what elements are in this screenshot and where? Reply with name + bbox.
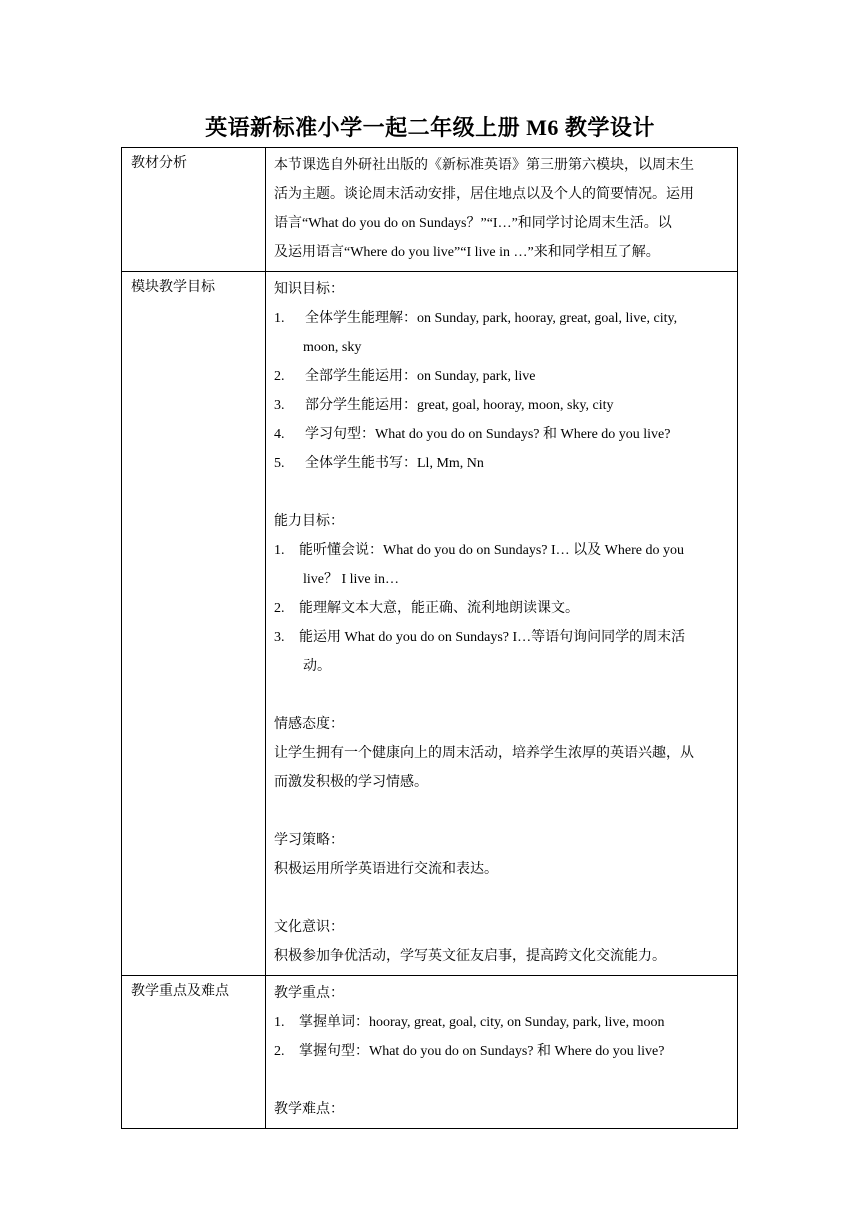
list-text: 全体学生能书写：Ll, Mm, Nn bbox=[305, 456, 484, 471]
list-item bbox=[274, 391, 730, 420]
list-item bbox=[274, 594, 730, 623]
list-text: 全部学生能运用：on Sunday, park, live bbox=[305, 369, 536, 384]
list-number: 1. bbox=[274, 1015, 285, 1030]
list-number: 3. bbox=[274, 630, 285, 645]
list-continuation: moon, sky bbox=[303, 340, 362, 355]
list-text: 能理解文本大意，能正确、流利地朗读课文。 bbox=[299, 601, 579, 616]
list-number: 1. bbox=[274, 543, 285, 558]
row-label-analysis bbox=[122, 148, 266, 272]
emotion-heading: 情感态度： bbox=[274, 717, 344, 732]
row-label-text: 教材分析 bbox=[131, 156, 187, 171]
list-item bbox=[274, 536, 730, 565]
list-number: 2. bbox=[274, 1044, 285, 1059]
analysis-line: 本节课选自外研社出版的《新标准英语》第三册第六模块，以周末生 bbox=[274, 158, 694, 173]
row-label-goals bbox=[122, 272, 266, 976]
row-label-text: 教学重点及难点 bbox=[131, 984, 229, 999]
page-title: 英语新标准小学一起二年级上册 M6 教学设计 bbox=[205, 115, 655, 140]
table-row-analysis bbox=[122, 148, 738, 272]
list-item bbox=[274, 623, 730, 652]
list-text: 掌握句型：What do you do on Sundays? 和 Where do you live? bbox=[299, 1044, 665, 1059]
keypoints-content bbox=[266, 976, 738, 1129]
list-text: 掌握单词：hooray, great, goal, city, on Sunday, park, live, moon bbox=[299, 1015, 665, 1030]
list-text: 能运用 What do you do on Sundays? I…等语句询问同学的周末活 bbox=[299, 630, 686, 645]
analysis-line: 语言“What do you do on Sundays？”“I…”和同学讨论周末生活。以 bbox=[274, 216, 672, 231]
list-text: 学习句型：What do you do on Sundays? 和 Where do you live? bbox=[305, 427, 671, 442]
blank-line bbox=[274, 1066, 730, 1095]
blank-line bbox=[274, 681, 730, 710]
list-item bbox=[274, 1037, 730, 1066]
emotion-line: 让学生拥有一个健康向上的周末活动，培养学生浓厚的英语兴趣，从 bbox=[274, 746, 694, 761]
list-item bbox=[274, 304, 730, 333]
strategy-heading: 学习策略： bbox=[274, 833, 344, 848]
emotion-line: 而激发积极的学习情感。 bbox=[274, 775, 428, 790]
list-number: 2. bbox=[274, 369, 285, 384]
table-row-keypoints bbox=[122, 976, 738, 1129]
ability-heading: 能力目标： bbox=[274, 514, 344, 529]
list-text: 能听懂会说：What do you do on Sundays? I… 以及 Where do you bbox=[299, 543, 684, 558]
strategy-line: 积极运用所学英语进行交流和表达。 bbox=[274, 862, 498, 877]
table-row-goals bbox=[122, 272, 738, 976]
list-item bbox=[274, 420, 730, 449]
culture-line: 积极参加争优活动，学写英文征友启事，提高跨文化交流能力。 bbox=[274, 949, 666, 964]
list-number: 4. bbox=[274, 427, 285, 442]
list-text: 部分学生能运用：great, goal, hooray, moon, sky, city bbox=[305, 398, 614, 413]
row-label-keypoints bbox=[122, 976, 266, 1129]
analysis-content bbox=[266, 148, 738, 272]
goals-content bbox=[266, 272, 738, 976]
list-item bbox=[274, 362, 730, 391]
list-number: 2. bbox=[274, 601, 285, 616]
list-number: 1. bbox=[274, 311, 285, 326]
list-continuation: 动。 bbox=[303, 659, 331, 674]
list-item bbox=[274, 449, 730, 478]
focus-heading: 教学重点： bbox=[274, 986, 344, 1001]
blank-line bbox=[274, 478, 730, 507]
difficulty-heading: 教学难点： bbox=[274, 1102, 344, 1117]
culture-heading: 文化意识： bbox=[274, 920, 344, 935]
lesson-plan-table bbox=[121, 147, 738, 1129]
analysis-line: 活为主题。谈论周末活动安排，居住地点以及个人的简要情况。运用 bbox=[274, 187, 694, 202]
knowledge-heading: 知识目标： bbox=[274, 282, 344, 297]
list-item bbox=[274, 1008, 730, 1037]
blank-line bbox=[274, 884, 730, 913]
list-number: 3. bbox=[274, 398, 285, 413]
row-label-text: 模块教学目标 bbox=[131, 280, 215, 295]
analysis-line: 及运用语言“Where do you live”“I live in …”来和同学相互了解。 bbox=[274, 245, 660, 260]
blank-line bbox=[274, 797, 730, 826]
list-continuation: live？ I live in… bbox=[303, 572, 400, 587]
list-number: 5. bbox=[274, 456, 285, 471]
list-text: 全体学生能理解：on Sunday, park, hooray, great, goal, live, city, bbox=[305, 311, 678, 326]
